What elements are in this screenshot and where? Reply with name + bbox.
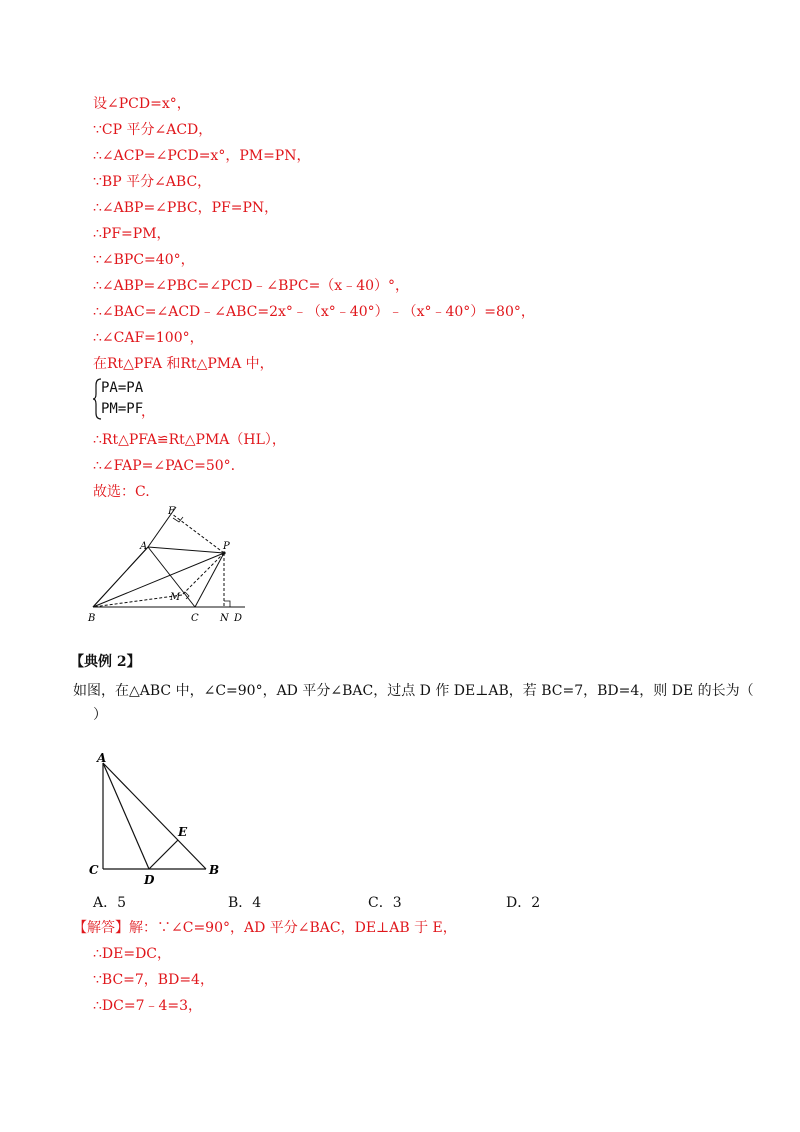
solution-line: ∴∠CAF=100°， — [93, 330, 204, 346]
equation-suffix: ， — [141, 404, 155, 420]
solution-line: 故选：C. — [93, 484, 150, 500]
geometry-figure-1 — [80, 500, 260, 630]
question-text: 如图，在△ABC 中，∠C=90°，AD 平分∠BAC，过点 D 作 DE⊥AB，若 BC=7，BD=4，则 DE 的长为（ — [73, 683, 754, 699]
equation-line: PM=PF — [101, 401, 144, 417]
equation-system — [93, 378, 173, 420]
point-label-c: C — [191, 613, 199, 624]
solution-line: ∵BP 平分∠ABC， — [93, 174, 212, 190]
point-label-d: D — [144, 873, 155, 886]
point-label-b: B — [88, 613, 96, 624]
solution-line: ∵∠BPC=40°， — [93, 252, 195, 268]
solution-line: 在Rt△PFA 和Rt△PMA 中， — [93, 356, 274, 372]
solution-line: ∴DC=7﹣4=3， — [93, 998, 203, 1014]
solution-line: 【解答】解：∵∠C=90°，AD 平分∠BAC，DE⊥AB 于 E， — [73, 920, 457, 936]
equation-line: PA=PA — [101, 380, 144, 396]
point-label-a: A — [97, 751, 107, 765]
point-label-n: N — [220, 613, 229, 624]
point-label-e: E — [178, 825, 188, 839]
geometry-figure-2 — [80, 748, 230, 886]
point-label-m: M — [170, 592, 181, 603]
solution-line: ∴∠BAC=∠ACD﹣∠ABC=2x°﹣（x°﹣40°）﹣（x°﹣40°）=80°， — [93, 304, 535, 320]
question-text: ） — [93, 707, 107, 723]
option-c[interactable]: C．3 — [368, 895, 402, 911]
solution-line: ∵BC=7，BD=4， — [93, 972, 214, 988]
point-label-p: P — [223, 541, 230, 552]
point-label-d: D — [234, 613, 243, 624]
solution-line: ∴DE=DC， — [93, 946, 172, 962]
solution-line: ∵CP 平分∠ACD， — [93, 122, 213, 138]
example-title: 【典例 2】 — [70, 654, 141, 670]
option-a[interactable]: A．5 — [93, 895, 127, 911]
solution-line: ∴∠ABP=∠PBC，PF=PN， — [93, 200, 279, 216]
point-label-f: F — [168, 506, 175, 517]
option-b[interactable]: B．4 — [228, 895, 262, 911]
point-label-b: B — [209, 863, 220, 877]
solution-line: 设∠PCD=x°， — [93, 96, 191, 112]
solution-line: ∴Rt△PFA≌Rt△PMA（HL）， — [93, 432, 286, 448]
solution-line: ∴∠ACP=∠PCD=x°，PM=PN， — [93, 148, 311, 164]
solution-line: ∴∠FAP=∠PAC=50°. — [93, 458, 236, 474]
solution-line: ∴∠ABP=∠PBC=∠PCD﹣∠BPC=（x﹣40）°， — [93, 278, 410, 294]
point-label-a: A — [140, 541, 148, 552]
option-d[interactable]: D．2 — [506, 895, 541, 911]
point-label-c: C — [89, 863, 99, 877]
solution-line: ∴PF=PM， — [93, 226, 171, 242]
